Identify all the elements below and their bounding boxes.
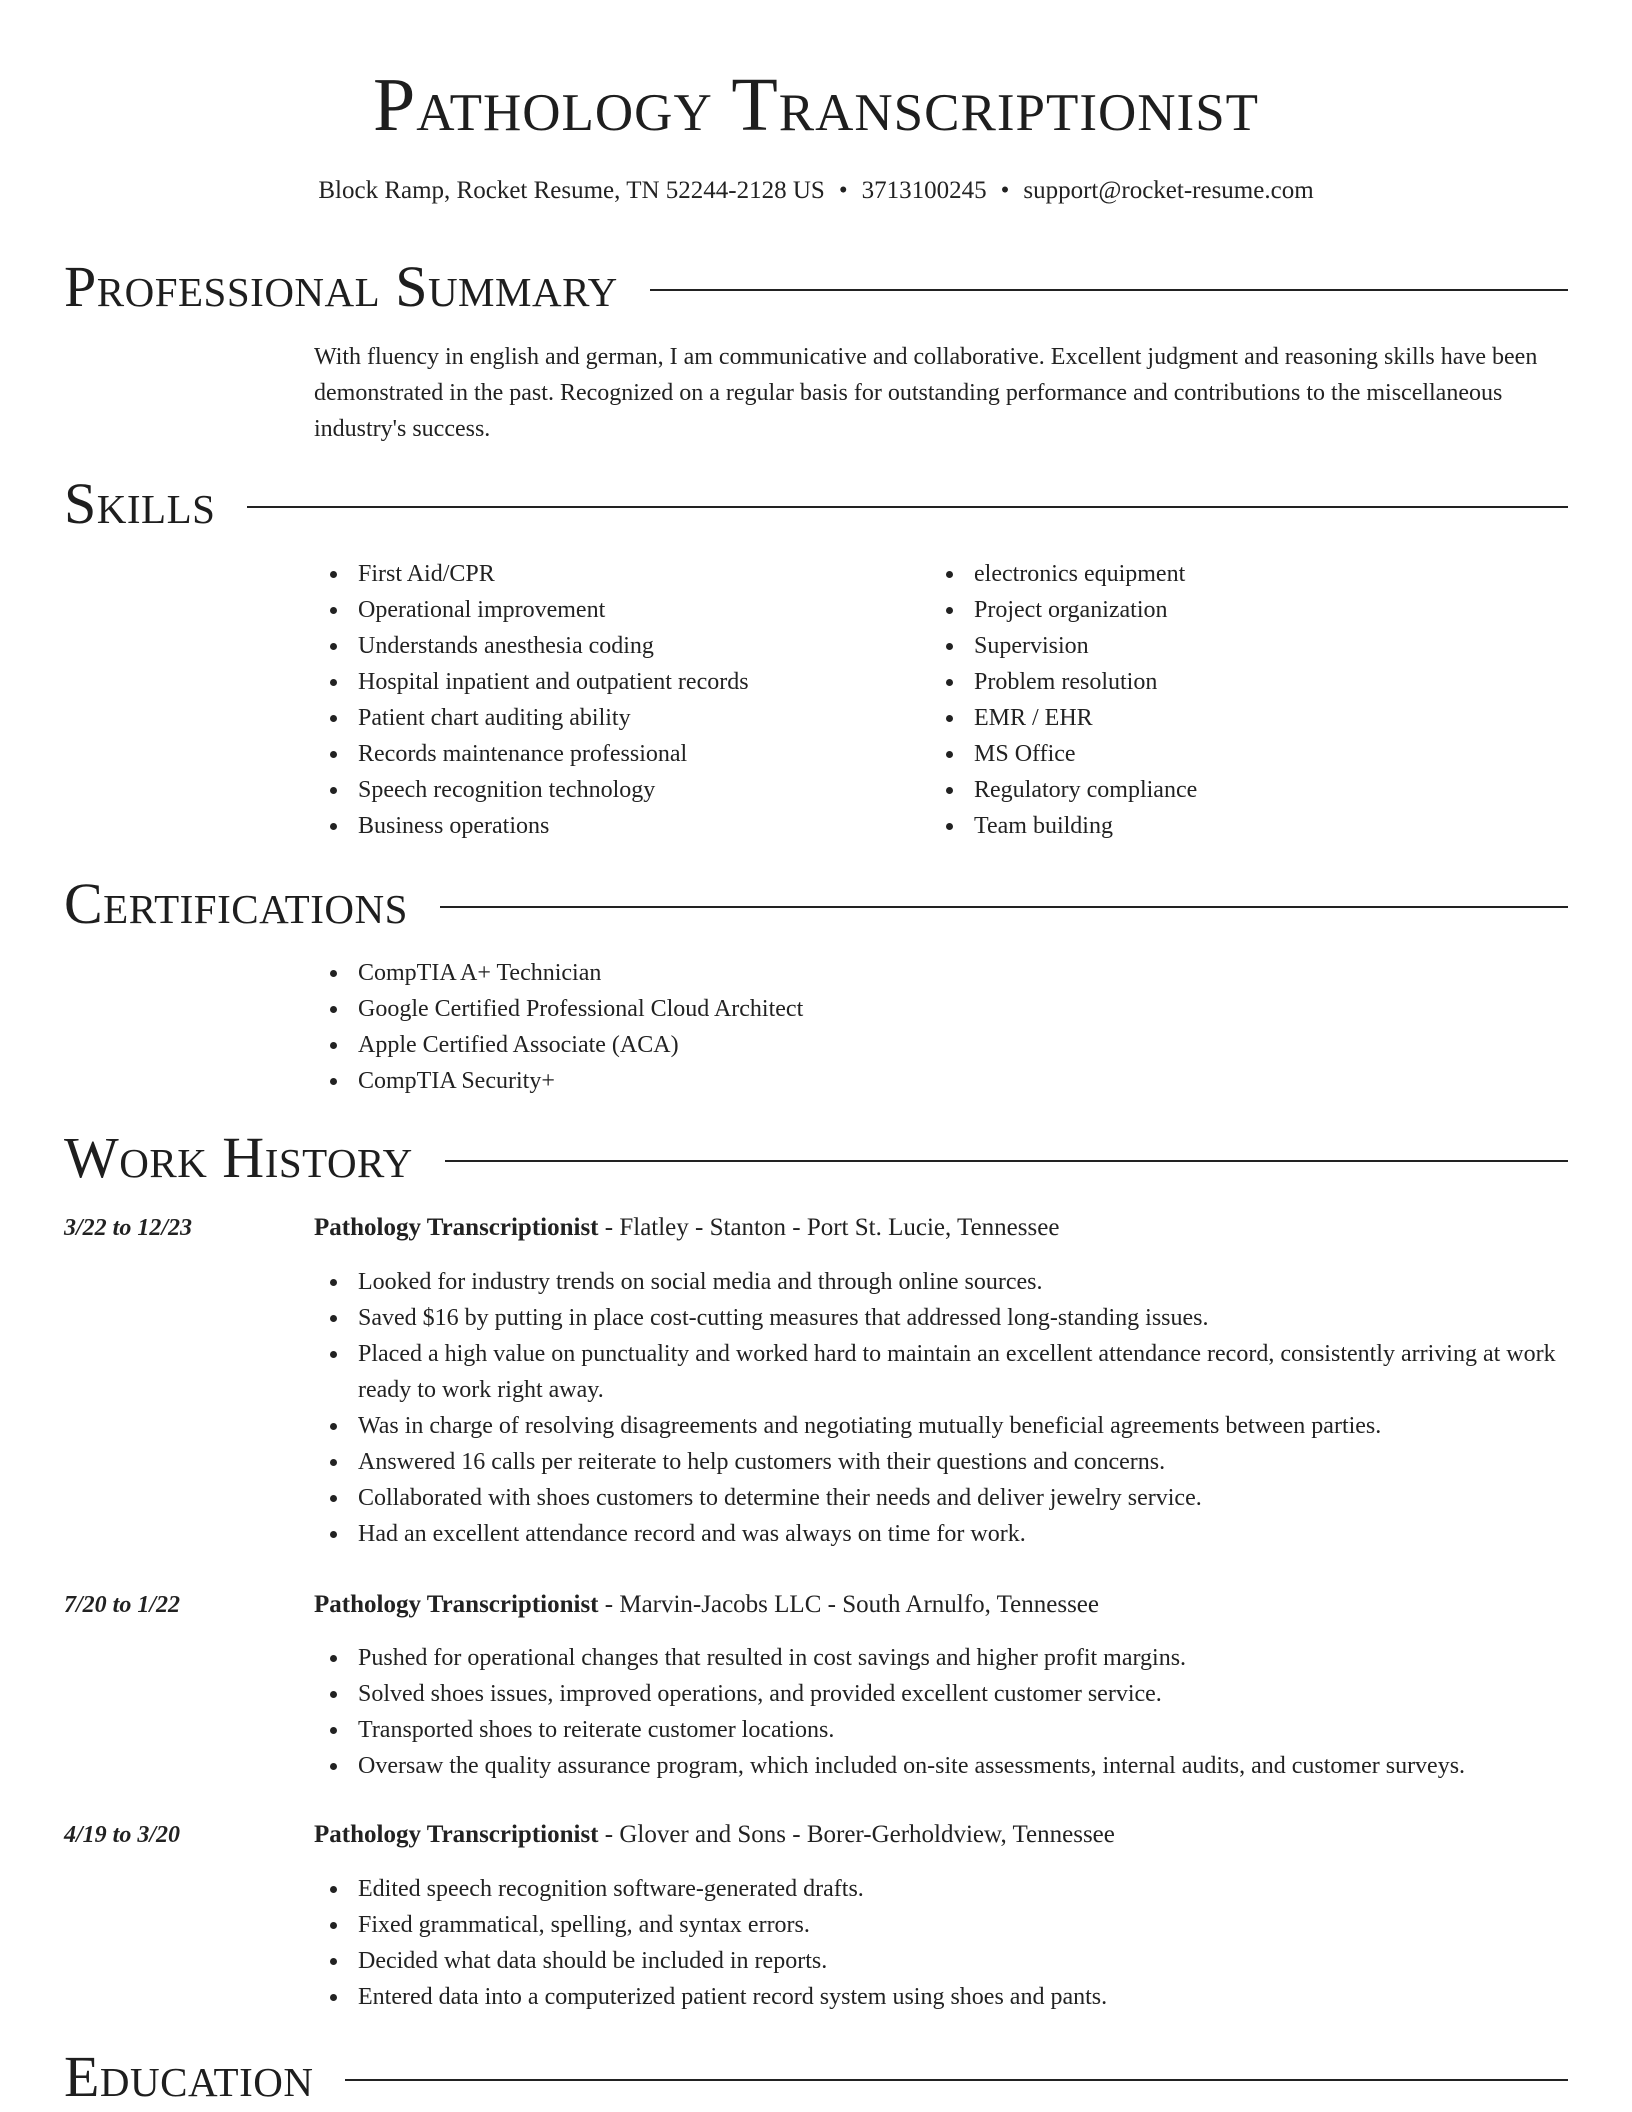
section-divider (650, 289, 1568, 291)
contact-separator: • (1000, 177, 1010, 204)
job-employer: - Flatley - Stanton - Port St. Lucie, Tennessee (598, 1214, 1060, 1241)
certification-item: Google Certified Professional Cloud Architect (314, 991, 1314, 1027)
job-bullet: Answered 16 calls per reiterate to help customers with their questions and concerns. (314, 1444, 1576, 1480)
certification-item: CompTIA A+ Technician (314, 955, 1314, 991)
skills-section-title: Skills (64, 471, 216, 536)
certification-item: CompTIA Security+ (314, 1063, 1314, 1099)
skill-item: Records maintenance professional (314, 736, 914, 772)
certification-item: Apple Certified Associate (ACA) (314, 1027, 1314, 1063)
job-bullet: Transported shoes to reiterate customer locations. (314, 1712, 1576, 1748)
job-bullet: Entered data into a computerized patient record system using shoes and pants. (314, 1979, 1576, 2015)
skill-item: EMR / EHR (930, 700, 1530, 736)
job-bullet: Looked for industry trends on social media and through online sources. (314, 1264, 1576, 1300)
work-section-header (64, 1125, 1568, 1191)
skill-item: Speech recognition technology (314, 772, 914, 808)
section-divider (345, 2079, 1568, 2081)
certifications-list (314, 955, 1314, 1099)
job-employer: - Glover and Sons - Borer-Gerholdview, Tennessee (598, 1821, 1115, 1848)
contact-phone: 3713100245 (861, 177, 987, 204)
job-dates: 4/19 to 3/20 (64, 1822, 181, 1848)
contact-email: support@rocket-resume.com (1023, 177, 1314, 204)
skill-item: Problem resolution (930, 664, 1530, 700)
education-section-title: Education (64, 2044, 314, 2109)
job-dates: 3/22 to 12/23 (64, 1215, 193, 1241)
skills-list-left (314, 556, 914, 844)
job-heading (314, 1210, 1574, 1246)
education-section-header (64, 2044, 1568, 2110)
skill-item: Operational improvement (314, 592, 914, 628)
skill-item: First Aid/CPR (314, 556, 914, 592)
contact-address: Block Ramp, Rocket Resume, TN 52244-2128 US (318, 177, 825, 204)
job-bullets (314, 1264, 1576, 1552)
certifications-section-header (64, 871, 1568, 937)
job-heading (314, 1817, 1574, 1853)
skill-item: Understands anesthesia coding (314, 628, 914, 664)
job-dates: 7/20 to 1/22 (64, 1592, 181, 1618)
job-heading (314, 1587, 1574, 1623)
job-bullet: Collaborated with shoes customers to determine their needs and deliver jewelry service. (314, 1480, 1576, 1516)
skill-item: Patient chart auditing ability (314, 700, 914, 736)
work-section-title: Work History (64, 1125, 413, 1190)
contact-separator: • (838, 177, 848, 204)
contact-line (0, 174, 1632, 208)
skill-item: MS Office (930, 736, 1530, 772)
section-divider (247, 506, 1568, 508)
job-bullet: Fixed grammatical, spelling, and syntax errors. (314, 1907, 1576, 1943)
skill-item: Hospital inpatient and outpatient records (314, 664, 914, 700)
job-bullet: Decided what data should be included in reports. (314, 1943, 1576, 1979)
job-title: Pathology Transcriptionist (314, 1591, 599, 1618)
job-employer: - Marvin-Jacobs LLC - South Arnulfo, Tennessee (598, 1591, 1099, 1618)
job-bullet: Placed a high value on punctuality and worked hard to maintain an excellent attendance record, consistently arriving at work ready to work right away. (314, 1336, 1576, 1408)
skill-item: Regulatory compliance (930, 772, 1530, 808)
job-bullets (314, 1640, 1576, 1784)
skill-item: Supervision (930, 628, 1530, 664)
summary-section-title: Professional Summary (64, 254, 618, 319)
section-divider (440, 906, 1568, 908)
job-title: Pathology Transcriptionist (314, 1214, 599, 1241)
skill-item: electronics equipment (930, 556, 1530, 592)
section-divider (445, 1160, 1568, 1162)
skills-section-header (64, 471, 1568, 537)
skills-list-right (930, 556, 1530, 844)
skill-item: Business operations (314, 808, 914, 844)
summary-text: With fluency in english and german, I am communicative and collaborative. Excellent judgment and reasoning skills have been demonstrated in the past. Recognized on a regular basis for outstanding performance and contributions to the miscellaneous industry's success. (314, 344, 1538, 442)
job-bullet: Had an excellent attendance record and was always on time for work. (314, 1516, 1576, 1552)
job-bullet: Edited speech recognition software-generated drafts. (314, 1871, 1576, 1907)
summary-section-header (64, 254, 1568, 320)
candidate-name: Pathology Transcriptionist (372, 63, 1260, 147)
certifications-section-title: Certifications (64, 871, 408, 936)
skill-item: Project organization (930, 592, 1530, 628)
skill-item: Team building (930, 808, 1530, 844)
job-bullet: Was in charge of resolving disagreements and negotiating mutually beneficial agreements between parties. (314, 1408, 1576, 1444)
job-title: Pathology Transcriptionist (314, 1821, 599, 1848)
job-bullet: Pushed for operational changes that resulted in cost savings and higher profit margins. (314, 1640, 1576, 1676)
job-bullets (314, 1871, 1576, 2015)
job-bullet: Oversaw the quality assurance program, which included on-site assessments, internal audits, and customer surveys. (314, 1748, 1576, 1784)
job-bullet: Saved $16 by putting in place cost-cutting measures that addressed long-standing issues. (314, 1300, 1576, 1336)
job-bullet: Solved shoes issues, improved operations, and provided excellent customer service. (314, 1676, 1576, 1712)
